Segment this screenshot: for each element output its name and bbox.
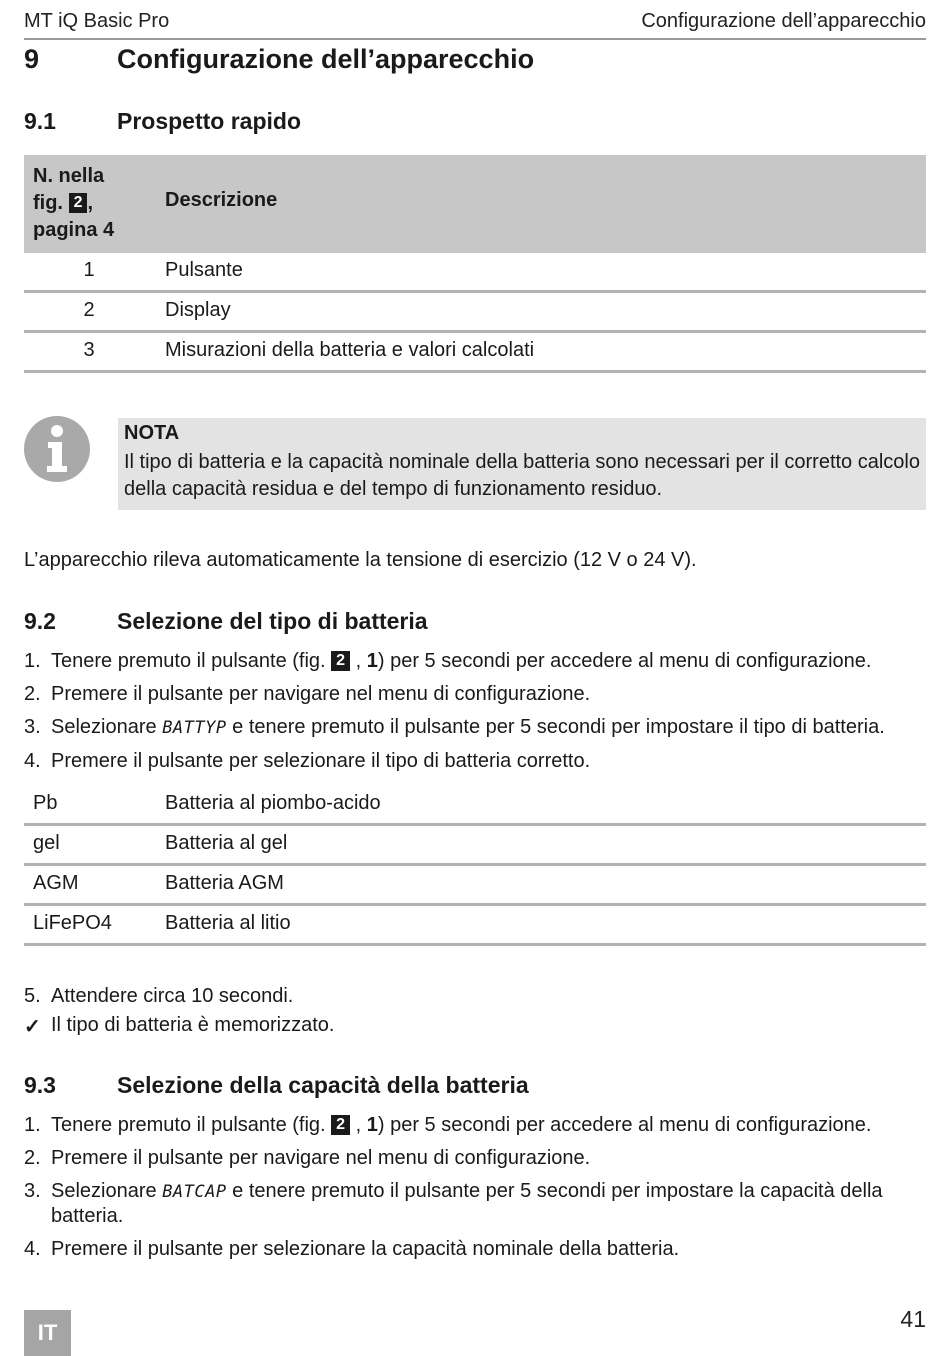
- step-item: [24, 715, 926, 740]
- voltage-paragraph: L’apparecchio rileva automaticamente la tensione di esercizio (12 V o 24 V).: [24, 549, 697, 571]
- row-number: 1: [83, 259, 95, 281]
- figure-badge: 2: [331, 651, 350, 671]
- language-badge: IT: [24, 1310, 71, 1356]
- step-item: [24, 1146, 926, 1170]
- table-row: [24, 906, 926, 946]
- step-number: 1.: [24, 650, 41, 672]
- step-text: Tenere premuto il pulsante (fig.: [51, 1114, 332, 1136]
- table-row: [24, 293, 926, 333]
- step-text: ,: [350, 1114, 367, 1136]
- step-number: 2.: [24, 683, 41, 705]
- figure-badge: 2: [69, 193, 88, 213]
- subsection-title: Prospetto rapido: [117, 108, 302, 134]
- table-row: [24, 253, 926, 293]
- battery-type-final-step: [24, 984, 926, 1017]
- table-row: [24, 866, 926, 906]
- step-text: ) per 5 secondi per accedere al menu di configurazione.: [377, 650, 872, 672]
- step-text: Premere il pulsante per selezionare il tipo di batteria corretto.: [51, 750, 591, 772]
- result-text: Il tipo di batteria è memorizzato.: [51, 1014, 335, 1036]
- row-description: Misurazioni della batteria e valori calcolati: [165, 339, 535, 361]
- row-number: 2: [83, 299, 95, 321]
- header-comma: ,: [87, 192, 94, 214]
- step-item: [24, 1113, 926, 1137]
- note-title: NOTA: [124, 422, 180, 444]
- type-description: Batteria al litio: [165, 912, 291, 934]
- step-item: [24, 649, 926, 673]
- battery-type-table: [24, 786, 926, 946]
- step-number: 4.: [24, 750, 41, 772]
- subsection-title: Selezione della capacità della batteria: [117, 1072, 529, 1098]
- type-description: Batteria al gel: [165, 832, 288, 854]
- product-name: MT iQ Basic Pro: [24, 10, 170, 32]
- step-ref: 1: [366, 650, 378, 672]
- header-line: N. nella: [33, 165, 105, 187]
- step-item: [24, 682, 926, 706]
- step-text: Premere il pulsante per navigare nel menu di configurazione.: [51, 1147, 591, 1169]
- step-number: 5.: [24, 985, 41, 1007]
- figure-badge: 2: [331, 1115, 350, 1135]
- type-description: Batteria al piombo-acido: [165, 792, 381, 814]
- note-body: Il tipo di batteria e la capacità nominale della batteria sono necessari per il corretto calcolo della capacità residua e del tempo di funzionamento residuo.: [124, 451, 920, 500]
- step-number: 2.: [24, 1147, 41, 1169]
- column-header-description: Descrizione: [165, 189, 278, 211]
- table-row: [24, 826, 926, 866]
- step-number: 4.: [24, 1238, 41, 1260]
- subsection-title: Selezione del tipo di batteria: [117, 608, 428, 634]
- table-header: [24, 155, 926, 253]
- overview-table: [24, 155, 926, 373]
- type-description: Batteria AGM: [165, 872, 284, 894]
- type-code: AGM: [33, 872, 79, 894]
- manual-page: [24, 0, 926, 1355]
- table-row: [24, 786, 926, 826]
- subsection-number: 9.3: [24, 1072, 56, 1098]
- step-number: 3.: [24, 1180, 41, 1202]
- step-text: e tenere premuto il pulsante per 5 secondi per impostare la capacità della batteria.: [51, 1180, 883, 1227]
- type-code: LiFePO4: [33, 912, 112, 934]
- page-number: 41: [900, 1306, 926, 1332]
- row-number: 3: [83, 339, 95, 361]
- row-description: Display: [165, 299, 231, 321]
- step-text: e tenere premuto il pulsante per 5 secondi per impostare il tipo di batteria.: [226, 716, 885, 738]
- lcd-label: BATTYP: [162, 718, 227, 738]
- row-description: Pulsante: [165, 259, 243, 281]
- check-icon: ✓: [24, 1016, 41, 1038]
- header-line: pagina 4: [33, 219, 115, 241]
- step-item: [24, 749, 926, 773]
- section-title: Configurazione dell’apparecchio: [117, 44, 535, 74]
- chapter-name: Configurazione dell’apparecchio: [641, 10, 926, 32]
- step-text: Premere il pulsante per selezionare la capacità nominale della batteria.: [51, 1238, 680, 1260]
- table-row: [24, 333, 926, 373]
- step-text: ) per 5 secondi per accedere al menu di configurazione.: [377, 1114, 872, 1136]
- subsection-number: 9.1: [24, 108, 56, 134]
- step-text: Attendere circa 10 secondi.: [51, 985, 294, 1007]
- battery-capacity-steps: [24, 1113, 926, 1270]
- subsection-number: 9.2: [24, 608, 56, 634]
- type-code: Pb: [33, 792, 58, 814]
- column-header-number: [33, 163, 114, 244]
- step-number: 1.: [24, 1114, 41, 1136]
- step-number: 3.: [24, 716, 41, 738]
- running-header: [24, 10, 926, 40]
- step-text: Selezionare: [51, 1180, 163, 1202]
- step-item: [24, 1237, 926, 1261]
- lcd-label: BATCAP: [162, 1182, 227, 1202]
- step-text: Premere il pulsante per navigare nel menu di configurazione.: [51, 683, 591, 705]
- type-code: gel: [33, 832, 60, 854]
- info-icon: [24, 416, 90, 482]
- battery-type-steps: [24, 649, 926, 782]
- step-item: [24, 984, 926, 1008]
- step-text: Selezionare: [51, 716, 163, 738]
- step-text: ,: [350, 650, 367, 672]
- note-box: [118, 418, 926, 510]
- step-ref: 1: [366, 1114, 378, 1136]
- header-line: fig.: [33, 192, 63, 214]
- step-item: [24, 1179, 926, 1228]
- step-text: Tenere premuto il pulsante (fig.: [51, 650, 332, 672]
- section-number: 9: [24, 44, 40, 74]
